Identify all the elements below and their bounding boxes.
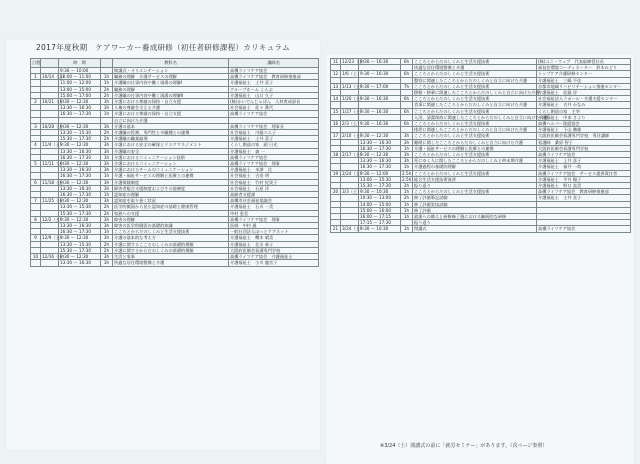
subject-name: こころとからだのしくみと生活支援技術 (113, 229, 229, 235)
session-number: 5 (31, 161, 41, 167)
session-number: 1 (31, 74, 41, 80)
lecturer-name: 福祉住環境コーディネーター 鈴木みどり (537, 65, 631, 71)
duration: 3h (101, 235, 113, 241)
duration: 3h (401, 158, 413, 164)
duration: 3h (401, 139, 413, 145)
time-slot: 9:30 ～ 12:30 (59, 198, 101, 204)
session-number: 3 (31, 123, 41, 129)
duration: 1h (101, 111, 113, 117)
time-slot: 13:00 ～ 15:00 (59, 86, 101, 92)
lecturer-name: 中村 恵美 (229, 210, 319, 216)
lecturer-name: 社会福祉法人ラポール・介護支援センター (537, 96, 631, 102)
duration: 6h (401, 59, 413, 65)
table-row (331, 170, 631, 176)
lecturer-name: 高槻ライフケア協会 (229, 68, 319, 74)
duration: 1h (101, 173, 113, 179)
lecturer-name: 介護福祉士 小川 龍宮子 (229, 260, 319, 266)
subject-name: 生活と家事 (113, 254, 229, 260)
subject-name: 認知症の理解 (113, 192, 229, 198)
duration: 3h (101, 260, 113, 266)
duration: 1h (401, 164, 413, 170)
subject-name: こころとからだのしくみと生活支援技術 (413, 71, 537, 77)
time-slot: 16:30 ～ 17:30 (59, 229, 101, 235)
lecturer-name: 介護福祉士 土井 喜子 (229, 80, 319, 86)
duration: 3h (101, 99, 113, 105)
time-slot: 15:30 ～ 17:30 (59, 136, 101, 142)
subject-name: 死にゆく人に関したこころとからだのしくみと終末期介護 (413, 158, 537, 164)
time-slot: 13:30 ～ 16:30 (359, 158, 401, 164)
subject-name: こころとからだのしくみと生活支援技術 (413, 152, 537, 158)
session-date: 10/28（土） (42, 123, 67, 129)
time-slot: 9:30 ～ 16:30 (359, 96, 401, 102)
session-date: 3/3（土） (342, 189, 362, 195)
lecturer-name: 介護福祉士 米澤 比 (229, 167, 319, 173)
subject-name: 認知症を取り巻く状況 (113, 198, 229, 204)
duration: 7h (401, 83, 413, 89)
subject-name: 閉講式 (413, 226, 537, 232)
subject-name: 介護過程の基礎的理解 (413, 164, 537, 170)
time-slot: 9:30 ～ 17:00 (359, 83, 401, 89)
table-row (331, 189, 631, 195)
session-number (31, 260, 41, 266)
subject-name: 介護における尊厳の保持・自立支援 (113, 111, 229, 117)
lecturer-name: 高槻市社会福祉協議会 (229, 198, 319, 204)
time-slot: 9:30 ～ 16:30 (359, 121, 401, 127)
duration: 2.5h (402, 170, 412, 176)
lecturer-name: 社会福祉士 川藤スエ子 (229, 130, 319, 136)
subject-name: 障害の理解 (113, 216, 229, 222)
lecturer-name: 高槻ライフケア協会 理事 (229, 216, 319, 222)
lecturer-name: 介護福祉士 森 一 (229, 148, 319, 154)
lecturer-name: 介護福祉士 土井 喜子 (229, 136, 319, 142)
time-slot: 10:30 ～ 13:00 (359, 195, 401, 201)
subject-name: 介護におけるコミュニケーション (113, 161, 229, 167)
time-slot: 15:00 ～ 17:00 (59, 92, 101, 98)
duration: 1h (101, 229, 113, 235)
time-slot: 13:30 ～ 16:30 (59, 223, 101, 229)
lecturer-name: 一般社団法人ほっとケアネット (229, 229, 319, 235)
table-row (31, 130, 319, 136)
duration: 3h (101, 105, 113, 111)
duration: 2h (401, 195, 413, 201)
curriculum-table-right (330, 58, 631, 233)
lecturer-name: 介護福祉士 櫻木 晴美 (229, 235, 319, 241)
session-number: 7 (31, 198, 41, 204)
time-slot: 9:30 ～ 12:30 (59, 216, 101, 222)
lecturer-name: 介護福祉士 吉井 かなみ (537, 102, 631, 108)
lecturer-name: 大阪府医師会看護専門学校 (229, 247, 319, 253)
duration: 2h (101, 86, 113, 92)
duration: 1h (101, 74, 113, 80)
subject-name: こころとからだのしくみと生活支援技術 (413, 170, 537, 176)
header-day (41, 59, 59, 68)
duration: 1h (401, 201, 413, 207)
session-date: 12/2（土） (42, 216, 64, 222)
lecturer-name: 高槻ライフケア協会 教育研修推進部 (537, 189, 631, 195)
session-number: 18 (331, 152, 341, 158)
table-row (31, 142, 319, 148)
session-number: 4 (31, 142, 41, 148)
subject-name: 修了評価実技試験 (413, 201, 537, 207)
lecturer-name: 大阪府医師会看護専門学校 専任講師 (537, 133, 631, 139)
header-no: 日程 (31, 59, 41, 68)
table-row (331, 145, 631, 151)
duration: 3h (101, 123, 113, 129)
time-slot: 16:30 ～ 17:30 (359, 145, 401, 151)
subject-name: 介護におけるコミュニケーション技術 (113, 154, 229, 160)
subject-name: こころとからだのしくみと生活支援技術 (413, 133, 537, 139)
lecturer-name: 高槻ライフケア協会 介護福祉士 (229, 254, 319, 260)
time-slot: 16:30 ～ 17:30 (59, 154, 101, 160)
time-slot: 9:30 ～ 12:30 (59, 123, 101, 129)
time-slot: 9:30 ～ 16:30 (359, 71, 401, 77)
session-date: 11/18（土） (42, 179, 67, 185)
time-slot: 9:30 ～ 12:30 (59, 235, 101, 241)
table-row (31, 229, 319, 235)
session-date: 1/13（土） (342, 83, 364, 89)
lecturer-name: 京都市地域リハビリテーション推進センター (537, 83, 631, 89)
session-number: 10 (31, 254, 41, 260)
lecturer-name: 高槻ライフケア協会 (229, 154, 319, 160)
subject-name: 介護職の役割、専門性と多職種との連携 (113, 130, 229, 136)
subject-name: 振り返り (413, 183, 537, 189)
subject-name: 就業への備えと研修修了後における継続的な研修 (413, 214, 537, 220)
table-row (331, 133, 631, 139)
header-subject: 教科名 (113, 59, 229, 68)
time-slot: 9:30 ～ 16:30 (359, 59, 401, 65)
time-slot: 9:30 ～ 12:00 (359, 170, 401, 176)
time-slot: 16:30 ～ 17:30 (59, 111, 101, 117)
session-number: 17 (331, 133, 341, 139)
subject-name: こころとからだのしくみと生活支援技術 (413, 96, 537, 102)
table-header-row (31, 59, 319, 68)
time-slot: 9:30 ～ 12:30 (59, 254, 101, 260)
duration: 3h (101, 179, 113, 185)
time-slot: 13:30 ～ 15:30 (59, 241, 101, 247)
time-slot: 16:30 ～ 17:30 (59, 192, 101, 198)
subject-name: 障害者総合支援制度およびその他制度 (113, 185, 229, 191)
subject-name: 介護の基本 (113, 123, 229, 129)
lecturer-name: 高槻ライフケア協会 理事長 (229, 123, 319, 129)
subject-name: 修了評価 (413, 207, 537, 213)
time-slot: 9:30 ～ 10:00 (59, 68, 101, 74)
lecturer-name: 介護福祉士 山口 久子 (229, 92, 319, 98)
session-number: 19 (331, 170, 341, 176)
lecturer-name: 介護福祉士 野口 直美 (537, 183, 631, 189)
session-date: 2/3（土） (342, 121, 362, 127)
duration: 3h (101, 161, 113, 167)
lecturer-name: 介護福祉士 佐藤 淳 (537, 90, 631, 96)
time-slot: 15:30 ～ 17:30 (359, 183, 401, 189)
lecturer-name: 介護福祉士 平井 陽子 (537, 176, 631, 182)
time-slot: 13:30 ～ 15:30 (59, 130, 101, 136)
lecturer-name: 医師 中村 通 (229, 223, 319, 229)
duration: 1h (101, 80, 113, 86)
time-slot: 9:30 ～ 12:30 (59, 99, 101, 105)
duration: 3h (101, 148, 113, 154)
session-number: 9 (31, 235, 41, 241)
lecturer-name: 高槻ライフケア協会 (537, 152, 631, 158)
session-number: 14 (331, 96, 341, 102)
duration: 3h (101, 216, 113, 222)
table-row (331, 59, 631, 65)
time-slot: 9:30 ～ 10:30 (359, 226, 401, 232)
session-number: 20 (331, 189, 341, 195)
subject-name: 移動・移乗に関連したこころとからだのしくみと自立に向けた介護 (414, 90, 540, 96)
session-date: 11/4（土） (42, 142, 64, 148)
duration: 3h (101, 185, 113, 191)
session-date: 11/11（土） (42, 161, 67, 167)
lecturer-name: 社会福祉士 佐々 眞代 (229, 105, 319, 111)
time-slot: 13:30 ～ 16:30 (59, 148, 101, 154)
time-slot: 11:00 ～ 12:00 (59, 80, 101, 86)
duration: 1h (401, 214, 413, 220)
session-number: 8 (31, 216, 41, 222)
session-date (41, 260, 59, 266)
lecturer-name: 社会福祉士 吉田 明 (229, 173, 319, 179)
session-date: 1/6（土） (342, 71, 362, 77)
session-number: 13 (331, 83, 341, 89)
lecturer-name: 大阪府医師会看護専門学校 (537, 145, 631, 151)
lecturer-name: グループホーム くらぶ (229, 86, 319, 92)
duration: 3h (101, 198, 113, 204)
duration: 2h (101, 130, 113, 136)
session-date: 12/16（土） (42, 254, 67, 260)
time-slot: 16:00 ～ 17:15 (359, 214, 401, 220)
duration: 3h (101, 254, 113, 260)
time-slot: 17:15 ～ 17:30 (359, 220, 401, 226)
time-slot: 16:30 ～ 17:30 (359, 164, 401, 170)
duration: 3h (101, 223, 113, 229)
table-row (31, 99, 319, 105)
duration: 2h (101, 92, 113, 98)
session-number: 6 (31, 179, 41, 185)
time-slot: 15:30 ～ 17:30 (59, 210, 101, 216)
subject-name: 職務の理解 (113, 86, 229, 92)
subject-name: 介護職の仕事内容や働く現場の理解Ⅰ (113, 80, 229, 86)
lecturer-name: 高齢者支援課 (229, 192, 319, 198)
lecturer-name: 介護福祉士 下山 徹雄 (537, 127, 631, 133)
duration: 6h (401, 121, 413, 127)
lecturer-name: トップケア介護研修センター (537, 71, 631, 77)
subject-name: こころとからだのしくみと生活支援技術 (413, 83, 537, 89)
time-slot: 9:30 ～ 12:30 (59, 142, 101, 148)
duration: 3h (401, 133, 413, 139)
lecturer-name: 高槻ヘルパー派遣協会 (537, 121, 631, 127)
subject-name: 開講式・オリエンテーション (113, 68, 229, 74)
lecturer-name: 看護師 桑原 智子 (537, 139, 631, 145)
lecturer-name: 介護福祉士 福井 一哉 (537, 164, 631, 170)
time-slot: 16:30 ～ 17:30 (59, 173, 101, 179)
subject-name: 排泄に関連したこころとからだのしくみと自立に向けた介護 (413, 127, 537, 133)
time-slot: 10:00 ～ 11:00 (59, 74, 101, 80)
time-slot: 13:30 ～ 16:30 (59, 185, 101, 191)
subject-name: 介護における尊厳の保持・自立支援 (113, 99, 229, 105)
subject-name: 介護に関するこころのしくみの基礎的理解 (113, 241, 229, 247)
header-lecturer: 講師名 (229, 59, 319, 68)
session-date: 10/14（土） (42, 74, 67, 80)
subject-name: こころとからだのしくみと生活支援技術 (413, 189, 537, 195)
time-slot: 13:00 ～ 15:30 (359, 176, 401, 182)
subject-name: 快適な居住環境整備と介護 (113, 260, 229, 266)
subject-name: 職務の理解 介護サービスの理解 (113, 74, 229, 80)
header-hrs (101, 59, 113, 68)
duration: 2h (101, 210, 113, 216)
curriculum-table-left (30, 58, 319, 267)
subject-name: 入浴、清潔保持に関連したこころとからだのしくみと自立に向けた介護 (414, 114, 549, 120)
subject-name: 修了評価筆記試験 (413, 195, 537, 201)
document-title: 2017年度秋期 ケアワーカー養成研修（初任者研修課程）カリキュラム (35, 43, 291, 52)
lecturer-name: 高槻ライフケア協会 (537, 226, 631, 232)
table-row (331, 71, 631, 77)
time-slot: 15:00 ～ 16:00 (359, 207, 401, 213)
session-date: 12/9（土） (42, 235, 64, 241)
duration: 1h (401, 189, 413, 195)
subject-name: 介護職の仕事内容や働く現場の理解Ⅱ (113, 92, 229, 98)
table-row (31, 74, 319, 80)
duration: 2h (101, 247, 113, 253)
subject-name: 介護職の職業倫理 (113, 136, 229, 142)
time-slot: 14:00 ～ 15:00 (359, 201, 401, 207)
duration: 1h (401, 226, 413, 232)
session-date: 12/23（土） (342, 59, 367, 64)
lecturer-name: 高槻ライフケア協会 教育研修推進部 (229, 74, 319, 80)
subject-name: 介護保険制度 (113, 179, 229, 185)
table-row (331, 96, 631, 102)
duration: 6h (401, 96, 413, 102)
session-number: 15 (331, 108, 341, 114)
lecturer-name: (株)かいでんじゃぱん 人材育成部長 (229, 99, 319, 105)
session-date: 1/27（土） (342, 108, 364, 114)
lecturer-name: 介護福祉士 石川 一美 (229, 204, 319, 210)
time-slot: 13:30 ～ 16:30 (59, 105, 101, 111)
subject-name: 介護・福祉サービスの理解と医療との連携 (113, 173, 229, 179)
subject-name: 介護職の安全 (113, 148, 229, 154)
subject-name: 医学的側面から見た認知症の基礎と健康管理 (113, 204, 229, 210)
footer-note: ※3/24（土）閉講式の前に「就労セミナー」があります。（次ページ参照） (380, 443, 548, 449)
subject-name: 障害の医学的側面の基礎的知識 (113, 223, 229, 229)
session-number: 11 (331, 59, 341, 65)
subject-name: 介護におけるチームのコミュニケーション (113, 167, 229, 173)
duration: 1h (101, 192, 113, 198)
session-date: 2/17（土） (342, 152, 364, 158)
lecturer-name: 高槻ライフケア協会 (229, 111, 319, 117)
duration: 6h (401, 108, 413, 114)
subject-name: 介護・福祉サービスの理解と医療との連携 (413, 145, 537, 151)
session-date: 2/24（土） (342, 170, 364, 176)
duration: 1h (401, 207, 413, 213)
lecturer-name: くらし創造の家 主宰 (537, 108, 631, 114)
subject-name: 食事に関連したこころとからだのしくみと自立に向けた介護 (413, 102, 537, 108)
session-date: 11/25（土） (42, 198, 67, 204)
lecturer-name: 社会福祉士 竹村 紀実子 (229, 179, 319, 185)
subject-name: 睡眠に関したこころとからだのしくみと自立に向けた介護 (413, 139, 537, 145)
subject-name: 総合生活支援技術演習 (413, 176, 537, 182)
lecturer-name: くらし創造の家 副 日光 (229, 142, 319, 148)
subject-name: 家族への支援 (113, 210, 229, 216)
lecturer-name: 高槻ライフケア協会 サービス提供責任者 (537, 170, 631, 176)
duration: 2.5h (402, 176, 412, 182)
subject-name: こころとからだのしくみと生活支援技術 (413, 121, 537, 127)
time-slot: 15:30 ～ 17:30 (59, 247, 101, 253)
table-row (31, 247, 319, 253)
session-number: 21 (331, 226, 341, 232)
table-row (31, 161, 319, 167)
duration: 2h (401, 183, 413, 189)
subject-name: 快適な居住環境整備と介護 (413, 65, 537, 71)
lecturer-name: 介護福祉士 北川 恭子 (229, 241, 319, 247)
lecturer-name: 介護福祉士 土井 喜子 (537, 195, 631, 201)
lecturer-name: 社会福祉士 石原 洋 (229, 185, 319, 191)
header-time: 時 間 (59, 59, 101, 68)
session-date: 10/21（土） (42, 99, 67, 105)
duration: 1h (101, 154, 113, 160)
table-row (31, 260, 319, 266)
lecturer-name: 高槻ライフケア協会 理事 (229, 161, 319, 167)
session-date: 1/20（土） (342, 96, 364, 102)
lecturer-name: 介護福祉士 中本 さより (537, 114, 631, 120)
table-row (331, 83, 631, 89)
table-row (331, 226, 631, 232)
subject-name: 人権の尊厳を支える介護 (113, 105, 229, 111)
time-slot: 9:30 ～ 12:30 (359, 133, 401, 139)
lecturer-name: 介護福祉士 三嶋 千佳 (537, 77, 631, 83)
time-slot: 9:30 ～ 12:30 (59, 179, 101, 185)
subject-name: こころとからだのしくみと生活支援技術 (413, 108, 537, 114)
subject-name: 介護における安全の確保とリスクマネジメント (113, 142, 229, 148)
lecturer-name: 介護福祉士 上井 喜子 (537, 158, 631, 164)
duration: 2h (101, 241, 113, 247)
time-slot: 9:30 ～ 12:30 (59, 161, 101, 167)
subject-name: 介護の基本的な考え方 (113, 235, 229, 241)
duration: 3h (401, 152, 413, 158)
subject-name: こころとからだのしくみと生活支援技術 (413, 59, 537, 65)
session-date: 2/10（土） (342, 133, 364, 139)
session-number: 2 (31, 99, 41, 105)
lecturer-name: (株)ユニ・ウェブ 代表取締役社長 (537, 59, 631, 65)
time-slot: 13:30 ～ 16:30 (59, 167, 101, 173)
session-date: 3/24（土） (342, 226, 364, 232)
time-slot: 9:30 ～ 10:30 (359, 189, 401, 195)
duration: 2h (101, 136, 113, 142)
time-slot: 13:30 ～ 15:30 (59, 204, 101, 210)
subject-name: 介護に関するからだのしくみの基礎的理解 (113, 247, 229, 253)
duration: 3h (101, 167, 113, 173)
subject-name: 自立に向けた介護 (113, 117, 229, 123)
duration: 1h (401, 145, 413, 151)
subject-name: 整容に関連したこころとからだのしくみと自立に向けた介護 (413, 77, 537, 83)
duration: 6h (401, 71, 413, 77)
time-slot: 9:30 ～ 16:30 (359, 108, 401, 114)
duration: 3h (101, 142, 113, 148)
time-slot: 13:30 ～ 16:30 (59, 260, 101, 266)
time-slot: 13:30 ～ 16:30 (359, 139, 401, 145)
session-number: 12 (331, 71, 341, 77)
time-slot: 9:30 ～ 12:30 (359, 152, 401, 158)
duration: 2h (101, 204, 113, 210)
subject-name: 振り返り (413, 220, 537, 226)
session-number: 16 (331, 121, 341, 127)
